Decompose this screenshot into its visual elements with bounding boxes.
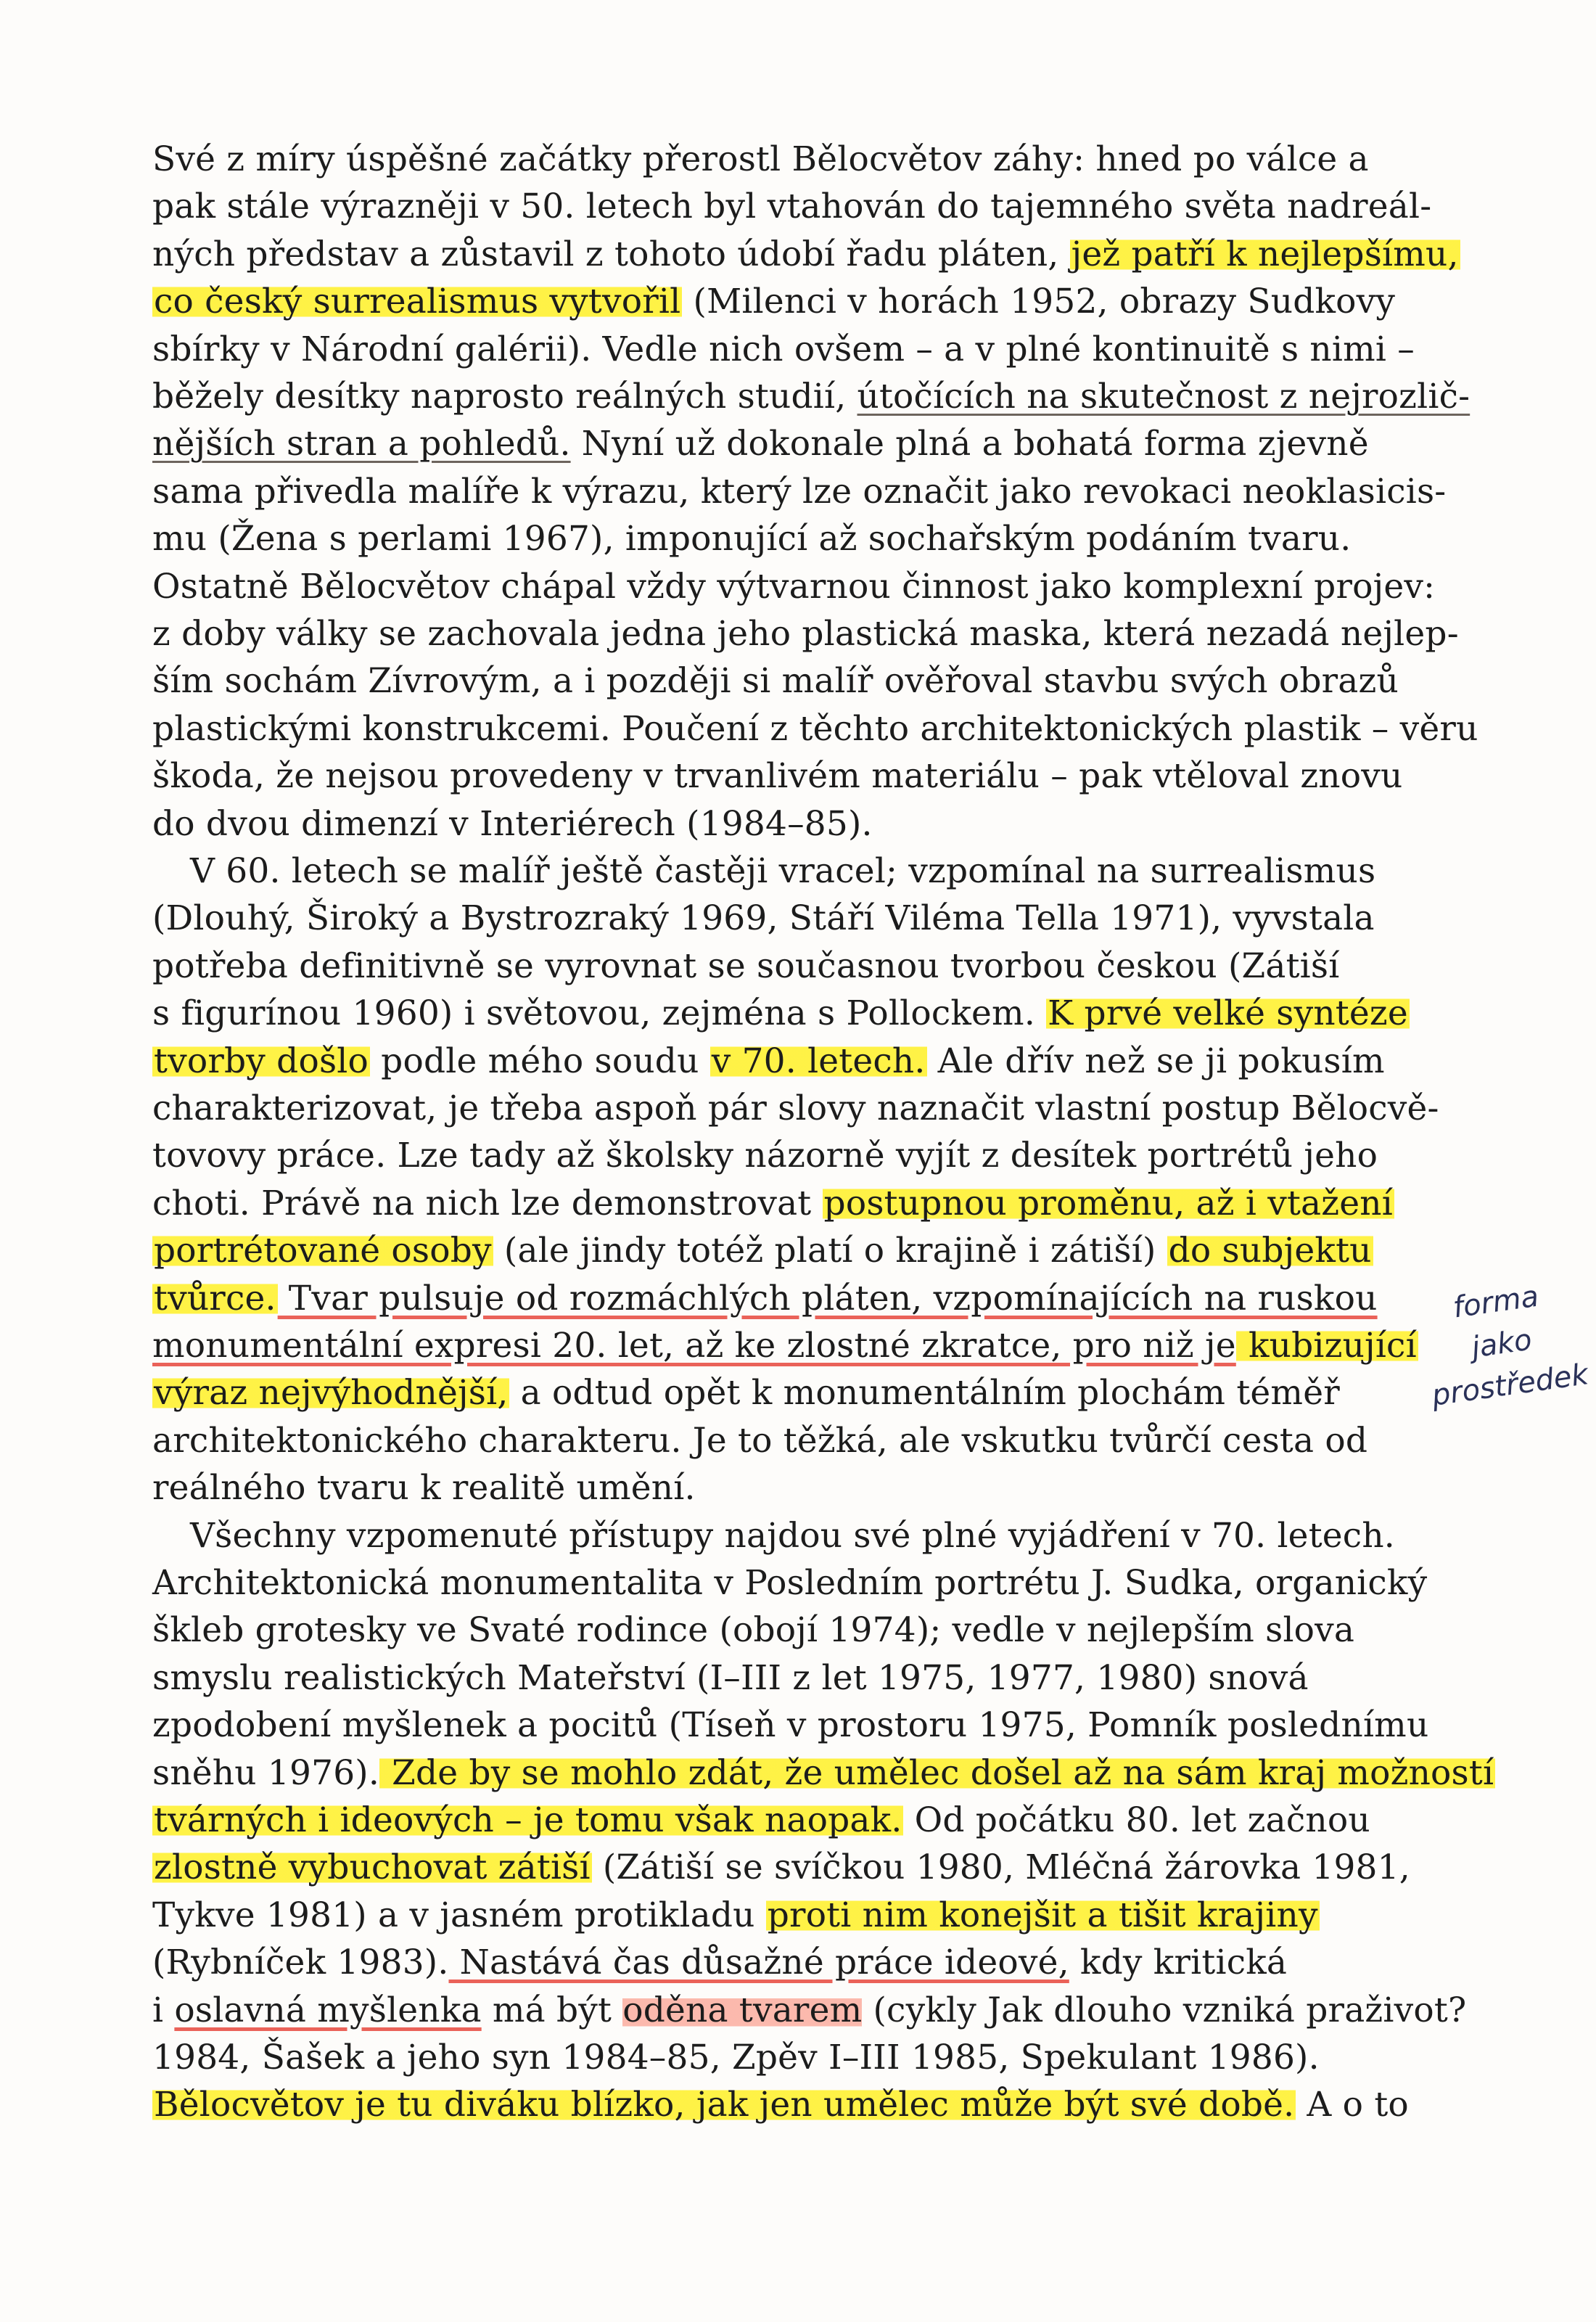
text-segment: (Dlouhý, Široký a Bystrozraký 1969, Stáří Viléma Tella 1971), vyvstala xyxy=(152,898,1375,939)
text-segment: ných představ a zůstavil z tohoto údobí řadu pláten, xyxy=(152,234,1070,274)
text-segment: Všechny vzpomenuté přístupy najdou své plné vyjádření v 70. letech. xyxy=(190,1515,1395,1556)
text-line xyxy=(152,1037,1385,1086)
margin-note-line: forma xyxy=(1451,1279,1541,1325)
highlighted-phrase: zlostně vybuchovat zátiší xyxy=(154,1847,591,1888)
text-segment: a odtud opět k monumentálním plochám téměř xyxy=(509,1373,1340,1414)
text-segment: škleb grotesky ve Svaté rodince (obojí 1974); vedle v nejlepším slova xyxy=(152,1610,1355,1651)
text-line xyxy=(152,1226,1373,1276)
text-line xyxy=(152,182,1431,231)
text-line xyxy=(152,989,1410,1038)
text-line xyxy=(152,1369,1340,1418)
text-line xyxy=(152,657,1399,706)
red-highlighted-phrase: oděna tvarem xyxy=(622,1990,863,2030)
margin-note-line: prostředek xyxy=(1429,1358,1591,1413)
text-line xyxy=(152,1464,696,1513)
text-line xyxy=(152,1606,1354,1655)
text-segment: choti. Právě na nich lze demonstrovat xyxy=(152,1183,823,1223)
text-line xyxy=(152,1843,1410,1892)
highlighted-phrase: portrétované osoby xyxy=(154,1231,492,1271)
text-segment: (Zátiší se svíčkou 1980, Mléčná žárovka 1981, xyxy=(591,1847,1410,1888)
highlighted-phrase: v 70. letech. xyxy=(711,1041,926,1081)
text-line xyxy=(152,800,873,849)
text-line xyxy=(152,1559,1427,1608)
text-line xyxy=(152,1179,1394,1228)
text-line xyxy=(152,135,1369,184)
text-segment: V 60. letech se malíř ještě častěji vracel; vzpomínal na surrealismus xyxy=(190,851,1376,891)
text-segment: sbírky v Národní galérii). Vedle nich ovšem – a v plné kontinuitě s nimi – xyxy=(152,329,1415,369)
text-segment: architektonického charakteru. Je to těžká, ale vskutku tvůrčí cesta od xyxy=(152,1420,1368,1461)
text-segment: pak stále výrazněji v 50. letech byl vtahován do tajemného světa nadreál- xyxy=(152,186,1432,227)
highlighted-phrase: Bělocvětov je tu diváku blízko, jak jen umělec může být své době. xyxy=(154,2085,1295,2125)
text-line xyxy=(152,277,1395,327)
text-line xyxy=(152,1938,1287,1987)
text-line xyxy=(152,1796,1370,1845)
underlined-phrase: oslavná myšlenka xyxy=(174,1990,482,2030)
text-segment: Ostatně Bělocvětov chápal vždy výtvarnou činnost jako komplexní projev: xyxy=(152,566,1436,607)
text-line xyxy=(152,372,1470,422)
text-segment: (ale jindy totéž platí o krajině i zátiší) xyxy=(493,1231,1167,1271)
text-line xyxy=(152,1749,1495,1798)
text-segment: (Milenci v horách 1952, obrazy Sudkovy xyxy=(682,282,1396,322)
highlighted-phrase: výraz nejvýhodnější, xyxy=(154,1373,509,1414)
underlined-phrase: monumentální expresi 20. let, až ke zlostné zkratce, pro niž je xyxy=(152,1326,1236,1366)
text-line xyxy=(152,514,1351,564)
text-line xyxy=(152,419,1369,469)
text-segment: zpodobení myšlenek a pocitů (Tíseň v prostoru 1975, Pomník poslednímu xyxy=(152,1705,1429,1746)
underlined-phrase: nějších stran a pohledů. xyxy=(152,424,571,464)
text-line xyxy=(152,1654,1309,1703)
text-segment: má být xyxy=(481,1990,623,2030)
highlighted-phrase: tvůrce. xyxy=(154,1278,276,1318)
text-segment: Architektonická monumentalita v Posledním portrétu J. Sudka, organický xyxy=(152,1563,1428,1603)
text-line xyxy=(152,230,1460,279)
text-line xyxy=(152,610,1459,659)
text-segment: škoda, že nejsou provedeny v trvanlivém materiálu – pak vtěloval znovu xyxy=(152,756,1403,797)
text-segment: ším sochám Zívrovým, a i později si malíř ověřoval stavbu svých obrazů xyxy=(152,661,1399,702)
text-segment: s figurínou 1960) i světovou, zejména s Pollockem. xyxy=(152,993,1047,1034)
text-line xyxy=(190,847,1375,896)
highlighted-phrase: co český surrealismus vytvořil xyxy=(154,282,681,322)
text-line xyxy=(152,1701,1428,1750)
text-segment: 1984, Šašek a jeho syn 1984–85, Zpěv I–III 1985, Spekulant 1986). xyxy=(152,2038,1320,2077)
underlined-phrase: Nastává čas důsažné práce ideové, xyxy=(448,1942,1069,1983)
text-line xyxy=(152,705,1478,754)
text-line xyxy=(152,2080,1409,2130)
text-segment: (cykly Jak dlouho vzniká praživot? xyxy=(862,1990,1467,2030)
text-line xyxy=(152,325,1415,374)
text-segment: i xyxy=(152,1990,175,2030)
text-line xyxy=(152,1891,1320,1940)
text-segment: A o to xyxy=(1296,2085,1409,2125)
highlighted-phrase: jež patří k nejlepšímu, xyxy=(1071,234,1459,274)
text-segment: plastickými konstrukcemi. Poučení z těchto architektonických plastik – věru xyxy=(152,708,1478,749)
text-segment: potřeba definitivně se vyrovnat se současnou tvorbou českou (Zátiší xyxy=(152,945,1340,986)
text-line xyxy=(152,1986,1466,2035)
text-segment: sama přivedla malíře k výrazu, který lze označit jako revokaci neoklasicis- xyxy=(152,471,1447,512)
text-segment: do dvou dimenzí v Interiérech (1984–85). xyxy=(152,803,873,844)
margin-note-line: jako xyxy=(1469,1323,1534,1365)
text-segment: z doby války se zachovala jedna jeho plastická maska, která nezadá nejlep- xyxy=(152,614,1459,654)
text-line xyxy=(190,1511,1395,1561)
text-segment: Od počátku 80. let začnou xyxy=(903,1800,1370,1840)
text-line xyxy=(152,1084,1439,1133)
text-segment: Ale dřív než se ji pokusím xyxy=(926,1041,1385,1081)
text-segment: podle mého soudu xyxy=(370,1041,710,1081)
handwritten-margin-note xyxy=(1418,1271,1591,1417)
underlined-phrase: Tvar pulsuje od rozmáchlých pláten, vzpomínajících na ruskou xyxy=(277,1278,1378,1318)
text-line xyxy=(152,1416,1367,1466)
underlined-phrase: útočících na skutečnost z nejrozlič- xyxy=(857,377,1470,417)
text-line xyxy=(152,2033,1320,2083)
text-line xyxy=(152,752,1403,801)
highlighted-phrase: proti nim konejšit a tišit krajiny xyxy=(767,1895,1318,1935)
highlighted-phrase: tvorby došlo xyxy=(154,1041,369,1081)
text-segment: běžely desítky naprosto reálných studií, xyxy=(152,377,857,417)
highlighted-phrase: postupnou proměnu, až i vtažení xyxy=(823,1183,1393,1223)
text-segment: charakterizovat, je třeba aspoň pár slovy naznačit vlastní postup Bělocvě- xyxy=(152,1088,1439,1128)
text-segment: mu (Žena s perlami 1967), imponující až sochařským podáním tvaru. xyxy=(152,519,1352,559)
highlighted-phrase: tvárných i ideových – je tomu však naopak. xyxy=(154,1800,902,1840)
highlighted-phrase: Zde by se mohlo zdát, že umělec došel až na sám kraj možností xyxy=(380,1752,1494,1793)
highlighted-phrase: K prvé velké syntéze xyxy=(1048,993,1408,1034)
text-line xyxy=(152,894,1375,943)
text-segment: sněhu 1976). xyxy=(152,1752,379,1793)
text-line xyxy=(152,1131,1378,1181)
highlighted-phrase: kubizující xyxy=(1237,1326,1417,1366)
text-line xyxy=(152,1321,1418,1371)
text-line xyxy=(152,562,1435,612)
text-segment: smyslu realistických Mateřství (I–III z let 1975, 1977, 1980) snová xyxy=(152,1657,1309,1698)
text-segment: reálného tvaru k realitě umění. xyxy=(152,1468,696,1509)
text-line xyxy=(152,942,1339,991)
text-segment: (Rybníček 1983). xyxy=(152,1942,449,1983)
text-segment: tovovy práce. Lze tady až školsky názorně vyjít z desítek portrétů jeho xyxy=(152,1136,1378,1176)
text-segment: Své z míry úspěšné začátky přerostl Bělocvětov záhy: hned po válce a xyxy=(152,139,1369,179)
text-line xyxy=(152,1274,1378,1324)
text-segment: Nyní už dokonale plná a bohatá forma zjevně xyxy=(570,424,1369,464)
text-segment: kdy kritická xyxy=(1069,1942,1288,1983)
text-segment: Tykve 1981) a v jasném protikladu xyxy=(152,1895,766,1935)
text-line xyxy=(152,467,1446,517)
highlighted-phrase: do subjektu xyxy=(1168,1231,1372,1271)
